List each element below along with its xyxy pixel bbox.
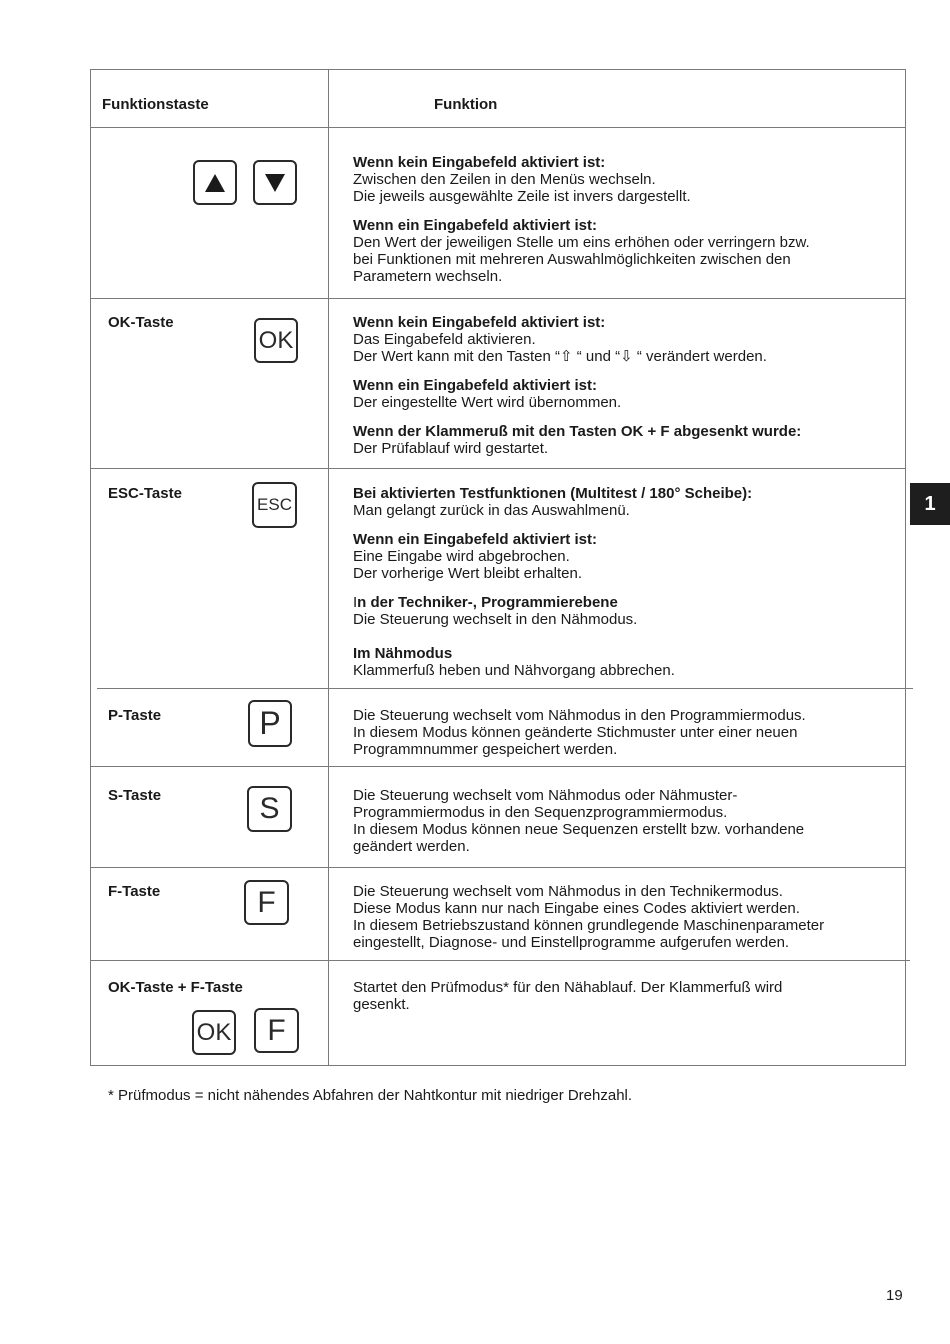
- row-p-description: [353, 707, 901, 758]
- table-border-bottom: [90, 1065, 906, 1066]
- key-label-f: F-Taste: [108, 883, 161, 900]
- arrow-up-key-icon: [193, 160, 237, 205]
- text-line: gesenkt.: [353, 996, 410, 1013]
- header-divider: [90, 127, 906, 128]
- text-line: geändert werden.: [353, 838, 470, 855]
- footnote: * Prüfmodus = nicht nähendes Abfahren der Nahtkontur mit niedriger Drehzahl.: [108, 1087, 633, 1104]
- table-column-divider: [328, 69, 329, 1066]
- text-line: Die Steuerung wechselt in den Nähmodus.: [353, 611, 638, 628]
- text-line: bei Funktionen mit mehreren Auswahlmöglichkeiten zwischen den: [353, 251, 791, 268]
- text-line: Die jeweils ausgewählte Zeile ist invers dargestellt.: [353, 188, 691, 205]
- text-line: Der Prüfablauf wird gestartet.: [353, 440, 549, 457]
- table-border-left: [90, 69, 91, 1066]
- condition-title: Wenn ein Eingabefeld aktiviert ist:: [353, 531, 597, 548]
- text-line: Startet den Prüfmodus* für den Nähablauf. Der Klammerfuß wird: [353, 979, 783, 996]
- row-arrows-description: [353, 154, 901, 285]
- text-line: In diesem Modus können neue Sequenzen erstellt bzw. vorhandene: [353, 821, 805, 838]
- row-divider: [90, 867, 906, 868]
- column-header-function: Funktion: [434, 96, 498, 113]
- p-key-icon: P: [248, 700, 292, 747]
- condition-title-initial: I: [353, 594, 358, 611]
- key-label-ok: OK-Taste: [108, 314, 174, 331]
- text-line: Klammerfuß heben und Nähvorgang abbrechen.: [353, 662, 675, 679]
- row-esc-description: [353, 485, 901, 679]
- f-key-icon: F: [254, 1008, 299, 1053]
- row-ok-description: [353, 314, 901, 457]
- row-divider: [90, 468, 906, 469]
- condition-title: Im Nähmodus: [353, 645, 453, 662]
- text-line: Der Wert kann mit den Tasten “⇧ “ und “⇩ “ verändert werden.: [353, 348, 767, 365]
- text-line: Die Steuerung wechselt vom Nähmodus in den Technikermodus.: [353, 883, 783, 900]
- f-key-icon: F: [244, 880, 289, 925]
- condition-title: [353, 594, 901, 611]
- ok-key-icon: OK: [192, 1010, 236, 1055]
- text-line: Eine Eingabe wird abgebrochen.: [353, 548, 570, 565]
- table-border-top: [90, 69, 906, 70]
- key-label-p: P-Taste: [108, 707, 162, 724]
- row-ok-f-description: [353, 979, 901, 1013]
- chapter-tab-marker: 1: [910, 483, 950, 525]
- esc-key-icon: ESC: [252, 482, 297, 528]
- row-divider: [97, 688, 913, 689]
- text-line: In diesem Betriebszustand können grundlegende Maschinenparameter: [353, 917, 825, 934]
- condition-title: Wenn der Klammeruß mit den Tasten OK + F abgesenkt wurde:: [353, 423, 802, 440]
- row-f-description: [353, 883, 901, 951]
- condition-title-rest: n der Techniker-, Programmierebene: [357, 594, 618, 611]
- text-line: eingestellt, Diagnose- und Einstellprogramme aufgerufen werden.: [353, 934, 790, 951]
- condition-title: Bei aktivierten Testfunktionen (Multitest / 180° Scheibe):: [353, 485, 753, 502]
- text-line: Der eingestellte Wert wird übernommen.: [353, 394, 622, 411]
- text-line: Den Wert der jeweiligen Stelle um eins erhöhen oder verringern bzw.: [353, 234, 810, 251]
- text-line: Die Steuerung wechselt vom Nähmodus oder Nähmuster-: [353, 787, 738, 804]
- text-line: Programmnummer gespeichert werden.: [353, 741, 618, 758]
- condition-title: Wenn kein Eingabefeld aktiviert ist:: [353, 154, 606, 171]
- table-border-right: [905, 69, 906, 1066]
- s-key-icon: S: [247, 786, 292, 832]
- key-label-s: S-Taste: [108, 787, 162, 804]
- arrow-down-key-icon: [253, 160, 297, 205]
- text-line: Die Steuerung wechselt vom Nähmodus in den Programmiermodus.: [353, 707, 806, 724]
- ok-key-icon: OK: [254, 318, 298, 363]
- row-divider: [90, 960, 910, 961]
- column-header-key: Funktionstaste: [102, 96, 209, 113]
- row-divider: [90, 766, 906, 767]
- key-label-ok-f: OK-Taste + F-Taste: [108, 979, 243, 996]
- page-number: 19: [886, 1287, 903, 1304]
- text-line: Programmiermodus in den Sequenzprogrammiermodus.: [353, 804, 728, 821]
- text-line: In diesem Modus können geänderte Stichmuster unter einer neuen: [353, 724, 798, 741]
- condition-title: Wenn kein Eingabefeld aktiviert ist:: [353, 314, 606, 331]
- text-line: Der vorherige Wert bleibt erhalten.: [353, 565, 582, 582]
- condition-title: Wenn ein Eingabefeld aktiviert ist:: [353, 377, 597, 394]
- condition-title: Wenn ein Eingabefeld aktiviert ist:: [353, 217, 597, 234]
- key-label-esc: ESC-Taste: [108, 485, 182, 502]
- text-line: Zwischen den Zeilen in den Menüs wechseln.: [353, 171, 656, 188]
- text-line: Man gelangt zurück in das Auswahlmenü.: [353, 502, 630, 519]
- text-line: Parametern wechseln.: [353, 268, 503, 285]
- row-divider: [90, 298, 906, 299]
- row-s-description: [353, 787, 901, 855]
- text-line: Diese Modus kann nur nach Eingabe eines Codes aktiviert werden.: [353, 900, 800, 917]
- text-line: Das Eingabefeld aktivieren.: [353, 331, 536, 348]
